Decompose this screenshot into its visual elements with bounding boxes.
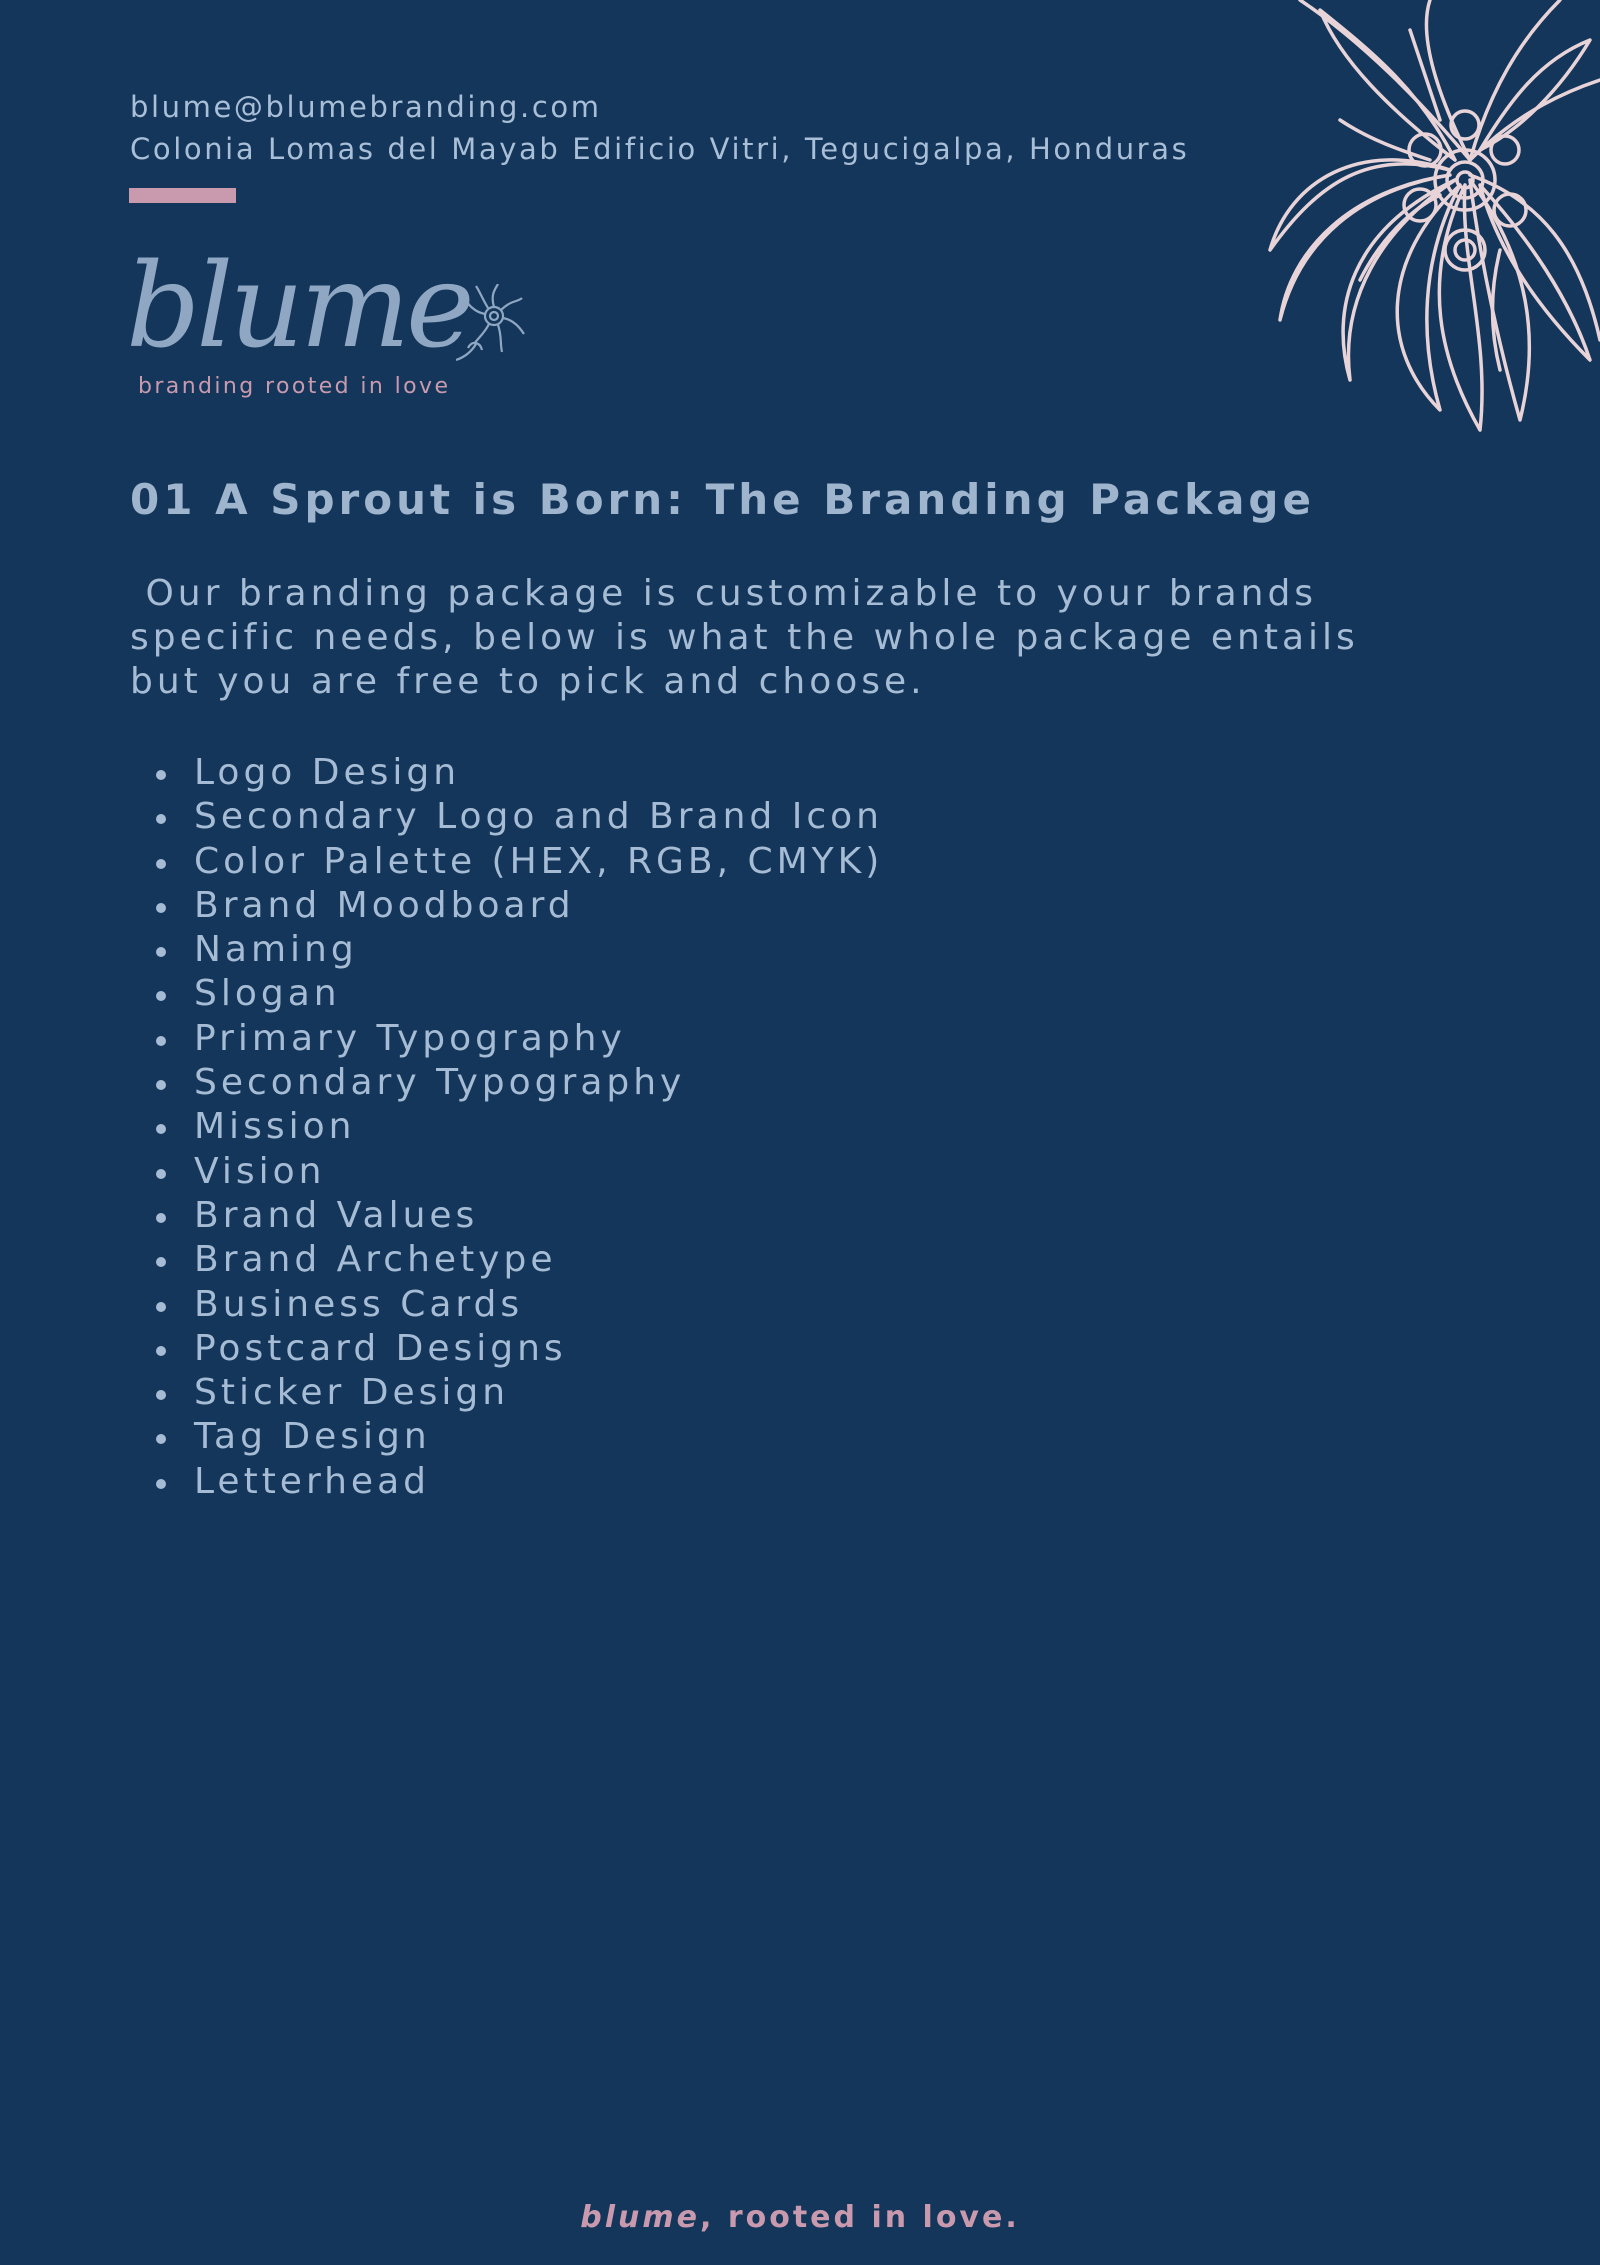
footer-slogan bbox=[0, 2200, 1600, 2235]
bullet-icon bbox=[156, 1036, 166, 1046]
list-item: Vision bbox=[130, 1150, 883, 1194]
bullet-icon bbox=[156, 814, 166, 824]
accent-bar bbox=[129, 188, 236, 203]
list-item: Brand Moodboard bbox=[130, 884, 883, 928]
bullet-icon bbox=[156, 859, 166, 869]
list-item: Letterhead bbox=[130, 1460, 883, 1504]
list-item: Brand Archetype bbox=[130, 1238, 883, 1282]
bullet-icon bbox=[156, 903, 166, 913]
list-item: Secondary Typography bbox=[130, 1061, 883, 1105]
bullet-icon bbox=[156, 1434, 166, 1444]
logo-wordmark: blume bbox=[126, 239, 471, 374]
contact-info bbox=[130, 86, 1189, 170]
contact-email[interactable]: blume@blumebranding.com bbox=[130, 90, 602, 124]
logo-flower-icon bbox=[456, 284, 526, 364]
bullet-icon bbox=[156, 1346, 166, 1356]
contact-address: Colonia Lomas del Mayab Edificio Vitri, Tegucigalpa, Honduras bbox=[130, 132, 1190, 166]
bullet-icon bbox=[156, 991, 166, 1001]
logo bbox=[126, 239, 536, 407]
bullet-icon bbox=[156, 1213, 166, 1223]
list-item: Sticker Design bbox=[130, 1371, 883, 1415]
page-title: 01 A Sprout is Born: The Branding Package bbox=[130, 475, 1315, 524]
bullet-icon bbox=[156, 1390, 166, 1400]
bullet-icon bbox=[156, 1257, 166, 1267]
bullet-icon bbox=[156, 1169, 166, 1179]
bullet-icon bbox=[156, 770, 166, 780]
list-item: Tag Design bbox=[130, 1415, 883, 1459]
intro-paragraph: Our branding package is customizable to your brands specific needs, below is what the whole package entails but you are free to pick and choose. bbox=[130, 573, 1359, 702]
logo-tagline: branding rooted in love bbox=[138, 374, 451, 399]
bullet-icon bbox=[156, 1302, 166, 1312]
list-item: Slogan bbox=[130, 972, 883, 1016]
list-item: Primary Typography bbox=[130, 1017, 883, 1061]
list-item: Postcard Designs bbox=[130, 1327, 883, 1371]
bullet-icon bbox=[156, 947, 166, 957]
footer-text: , rooted in love. bbox=[699, 2200, 1020, 2235]
list-item: Business Cards bbox=[130, 1283, 883, 1327]
list-item: Mission bbox=[130, 1105, 883, 1149]
list-item: Color Palette (HEX, RGB, CMYK) bbox=[130, 840, 883, 884]
bullet-icon bbox=[156, 1479, 166, 1489]
list-item: Naming bbox=[130, 928, 883, 972]
list-item: Secondary Logo and Brand Icon bbox=[130, 795, 883, 839]
list-item: Logo Design bbox=[130, 751, 883, 795]
footer-brand: blume bbox=[580, 2200, 700, 2235]
list-item: Brand Values bbox=[130, 1194, 883, 1238]
bullet-icon bbox=[156, 1080, 166, 1090]
package-list bbox=[130, 751, 883, 1504]
bullet-icon bbox=[156, 1124, 166, 1134]
